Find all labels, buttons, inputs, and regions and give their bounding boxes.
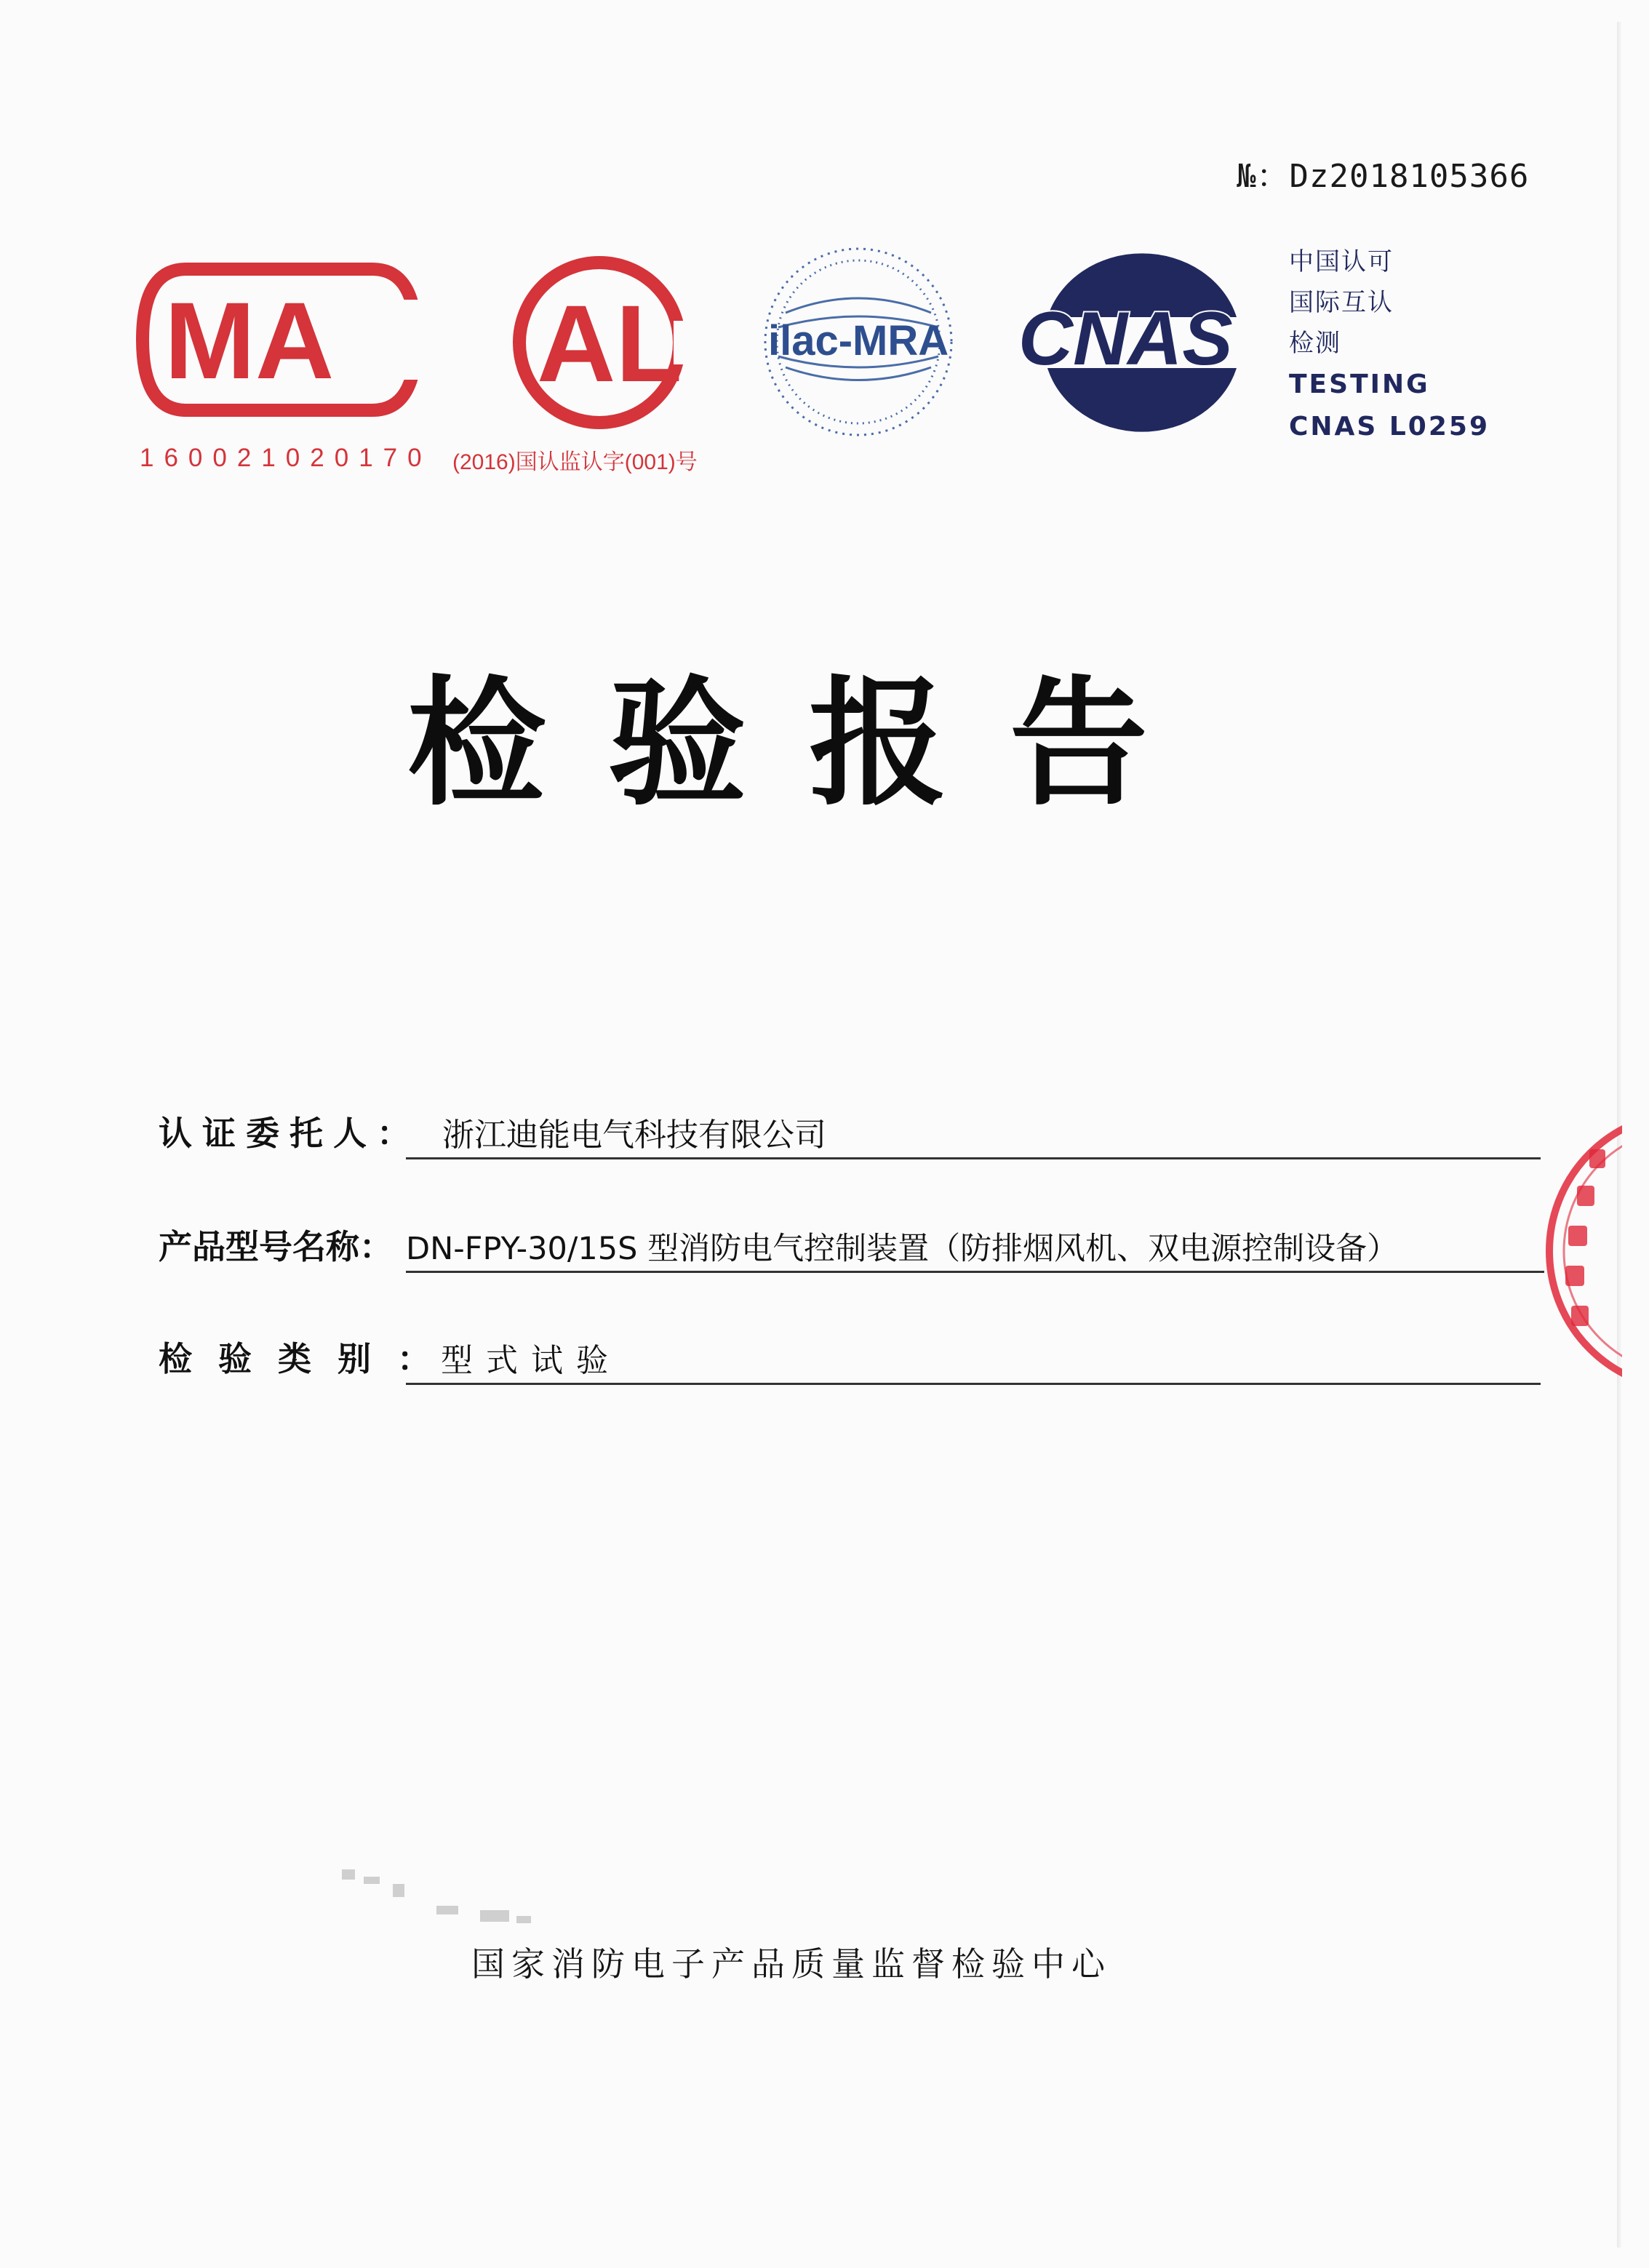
field-value: 型式试验: [441, 1342, 621, 1379]
field-underline: [406, 1157, 1541, 1159]
cal-code: (2016)国认监认字(001)号: [452, 450, 698, 474]
cma-logo: [135, 256, 423, 423]
seal-graphic: [1535, 1098, 1622, 1404]
smudge-graphic: [335, 1855, 553, 1942]
cnas-caption-cn-2: 国际互认: [1289, 288, 1394, 317]
cma-logo-text: MA: [164, 279, 335, 402]
cnas-logo-graphic: [1018, 252, 1266, 434]
cma-code: 160021020170: [140, 444, 432, 472]
cma-logo-graphic: [135, 256, 423, 423]
field-product-model: [159, 1219, 1541, 1277]
field-label: 认证委托人：: [159, 1114, 420, 1153]
field-value: DN-FPY-30/15S 型消防电气控制装置（防排烟风机、双电源控制设备）: [406, 1231, 1399, 1267]
field-label: 检验类别：: [159, 1339, 457, 1378]
field-value: 浙江迪能电气科技有限公司: [442, 1117, 826, 1154]
ilac-mra-text: ilac-MRA: [768, 317, 949, 364]
cnas-caption-cn-3: 检测: [1289, 329, 1341, 358]
report-number: №：Dz2018105366: [1237, 158, 1530, 195]
field-test-category: [159, 1331, 1541, 1389]
cnas-caption-cn-1: 中国认可: [1289, 247, 1394, 276]
report-title: 检验报告: [407, 662, 1211, 824]
field-underline: [406, 1271, 1544, 1273]
cnas-caption: [1289, 241, 1490, 448]
field-label: 产品型号名称：: [159, 1227, 393, 1266]
ilac-mra-logo-graphic: [756, 240, 960, 444]
cnas-logo-text: CNAS: [1018, 297, 1233, 381]
field-underline: [406, 1383, 1541, 1385]
ilac-mra-logo: [756, 240, 960, 444]
issuer-name: 国家消防电子产品质量监督检验中心: [471, 1944, 1111, 1984]
cal-logo-graphic: [492, 252, 710, 434]
official-seal: [1535, 1098, 1622, 1407]
cnas-caption-en-2: CNAS L0259: [1289, 412, 1490, 442]
stamp-smudge: [335, 1855, 553, 1945]
cnas-caption-en-1: TESTING: [1289, 370, 1430, 399]
field-client: [159, 1106, 1541, 1164]
cnas-logo: [1018, 252, 1266, 434]
cal-logo-text: AL: [537, 282, 682, 404]
cal-logo: [492, 252, 710, 434]
